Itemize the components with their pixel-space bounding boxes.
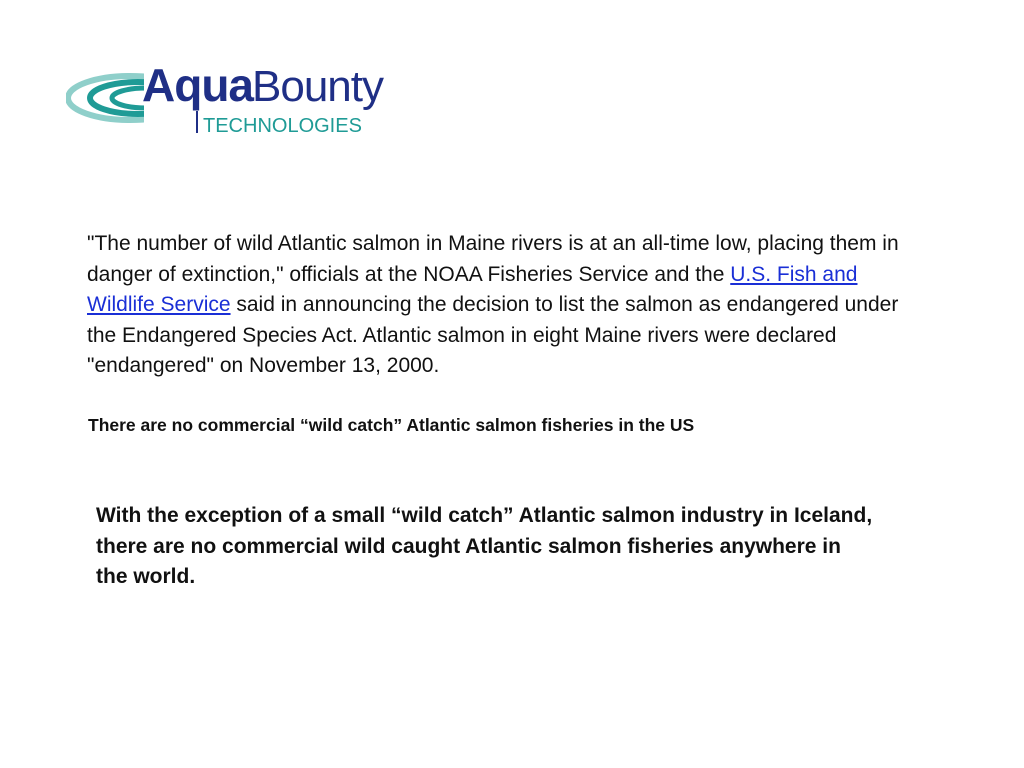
logo-tagline: TECHNOLOGIES <box>203 115 362 137</box>
iceland-exception-paragraph: With the exception of a small “wild catch” Atlantic salmon industry in Iceland, there are no commercial wild caught Atlantic salmon fisheries anywhere in the world. <box>96 504 873 589</box>
logo-brand-part1: Aqua <box>142 59 253 111</box>
logo-brand-part2: Bounty <box>252 62 383 111</box>
quote-text-before-link: "The number of wild Atlantic salmon in Maine rivers is at an all-time low, placing them in danger of extinction," officials at the NOAA Fisheries Service and the <box>87 232 899 286</box>
salmon-quote-paragraph <box>87 229 917 382</box>
usfws-link[interactable]: U.S. Fish and Wildlife Service <box>87 262 858 317</box>
logo-graphic <box>66 54 396 138</box>
aquabounty-logo <box>66 54 396 138</box>
quote-text-after-link: said in announcing the decision to list the salmon as endangered under the Endangered Species Act. Atlantic salmon in eight Maine rivers were declared "endangered" on November 13, 2000. <box>87 293 899 378</box>
no-us-fisheries-note: There are no commercial “wild catch” Atlantic salmon fisheries in the US <box>88 415 695 435</box>
